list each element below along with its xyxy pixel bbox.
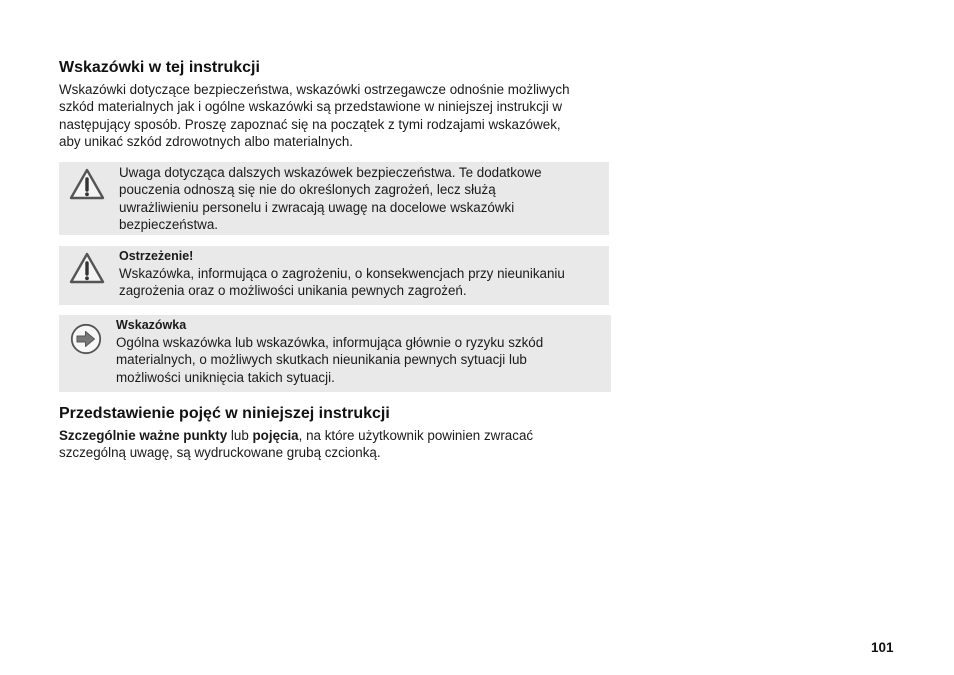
intro-paragraph: Wskazówki dotyczące bezpieczeństwa, wskazówki ostrzegawcze odnośnie możliwych szkód materialnych jak i ogólne wskazówki są przedstawione w niniejszej instrukcji w następujący sposób. Proszę zapoznać się na początek z tymi rodzajami wskazówek, aby unikać szkód zdrowotnych albo materialnych. xyxy=(59,82,570,149)
tip-notice-text: Ogólna wskazówka lub wskazówka, informująca głównie o ryzyku szkód materialnych, o możliwych skutkach nieunikania pewnych sytuacji lub możliwości uniknięcia takich sytuacji. xyxy=(116,335,544,385)
warning-triangle-icon xyxy=(68,251,106,290)
section-heading-hints: Wskazówki w tej instrukcji xyxy=(59,59,260,76)
warning-notice xyxy=(59,246,609,305)
section-terms-presentation xyxy=(59,404,611,462)
caution-notice xyxy=(59,162,609,235)
section-hints-in-manual xyxy=(59,58,611,150)
bold-important-points: Szczególnie ważne punkty xyxy=(59,428,228,444)
text-fragment-or: lub xyxy=(227,428,253,444)
warning-notice-text: Wskazówka, informująca o zagrożeniu, o konsekwencjach przy nieunikaniu zagrożenia oraz o możliwości unikania pewnych zagrożeń. xyxy=(119,266,565,299)
warning-triangle-icon xyxy=(68,167,106,206)
caution-notice-text: Uwaga dotycząca dalszych wskazówek bezpieczeństwa. Te dodatkowe pouczenia odnoszą się nie do określonych zagrożeń, lecz służą uwrażliwieniu personelu i zwracają uwagę na docelowe wskazówki bezpieczeństwa. xyxy=(119,165,542,233)
arrow-right-circle-icon xyxy=(70,323,102,360)
tip-notice xyxy=(59,315,611,392)
text-fragment-bold-font: szczególną uwagę, są wydruckowane grubą czcionką. xyxy=(59,445,381,461)
section-heading-terms: Przedstawienie pojęć w niniejszej instrukcji xyxy=(59,405,390,423)
page-number: 101 xyxy=(871,640,894,655)
terms-paragraph xyxy=(59,427,611,462)
warning-notice-label: Ostrzeżenie! xyxy=(119,249,194,264)
document-page xyxy=(59,58,611,462)
text-fragment-user-attention: , na które użytkownik powinien zwracać xyxy=(298,428,534,444)
tip-notice-label: Wskazówka xyxy=(116,318,187,333)
bold-terms: pojęcia xyxy=(252,428,299,444)
